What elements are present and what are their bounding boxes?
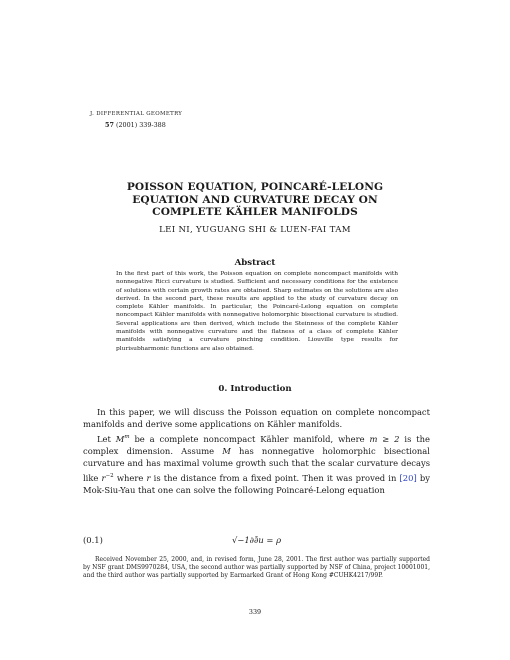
- year-pages: (2001) 339-388: [115, 121, 166, 129]
- page-number: 339: [248, 608, 262, 616]
- abstract-heading: Abstract: [234, 258, 276, 268]
- footnote: [83, 556, 430, 580]
- paper-title: [80, 181, 430, 219]
- authors: LEI NI, YUGUANG SHI & LUEN-FAI TAM: [159, 225, 351, 235]
- equation-body: √−1∂∂̄u = ρ: [231, 535, 281, 545]
- title-line: POISSON EQUATION, POINCARÉ-LELONG: [126, 181, 384, 193]
- volume-info: [105, 121, 166, 129]
- section-heading: 0. Introduction: [218, 384, 292, 394]
- title-line: COMPLETE KÄHLER MANIFOLDS: [152, 206, 358, 219]
- paragraph: In this paper, we will discuss the Poisson equation on complete noncompact manifolds and derive some applications on Kähler manifolds.: [83, 407, 430, 430]
- volume-number: 57: [105, 121, 114, 129]
- body-text: [83, 406, 430, 496]
- citation-link[interactable]: [20]: [399, 472, 417, 483]
- journal-name: J. DIFFERENTIAL GEOMETRY: [90, 111, 183, 117]
- paragraph: Let $M^m$ be a complete noncompact Kähler manifold, where m ≥ 2 is the complex dimension. Assume M has nonnegative holomorphic bisectional curvature and has maximal volume growth such that the scalar curvature decays like $r^{-2}$ where r is the distance from a fixed point. Then it was proved in [20] by Mok-Siu-Yau that one can solve the following Poincaré-Lelong equation: [83, 433, 430, 496]
- abstract-text: In the first part of this work, the Poisson equation on complete noncompact manifolds with nonnegative Ricci curvature is studied. Sufficient and necessary conditions for the existence of solutions with certain growth rates are obtained. Sharp estimates on the solutions are also derived. In the second part, these results are applied to the study of curvature decay on complete Kähler manifolds. In particular, the Poincaré-Lelong equation on complete noncompact Kähler manifolds with nonnegative holomorphic bisectional curvature is studied. Several applications are then derived, which include the Steinness of the complete Kähler manifolds with nonnegative curvature and the flatness of a class of complete Kähler manifolds satisfying a curvature pinching condition. Liouville type results for plurisubharmonic functions are also obtained.: [116, 271, 398, 352]
- equation-number: (0.1): [83, 535, 103, 545]
- footnote-text: Received November 25, 2000, and, in revised form, June 28, 2001. The first author was partially supported by NSF grant DMS9970284, USA, the second author was partially supported by NSF of China, project 10001001, and the third author was partially supported by Earmarked Grant of Hong Kong #CUHK4217/99P.: [83, 556, 430, 580]
- title-line: EQUATION AND CURVATURE DECAY ON: [132, 193, 378, 206]
